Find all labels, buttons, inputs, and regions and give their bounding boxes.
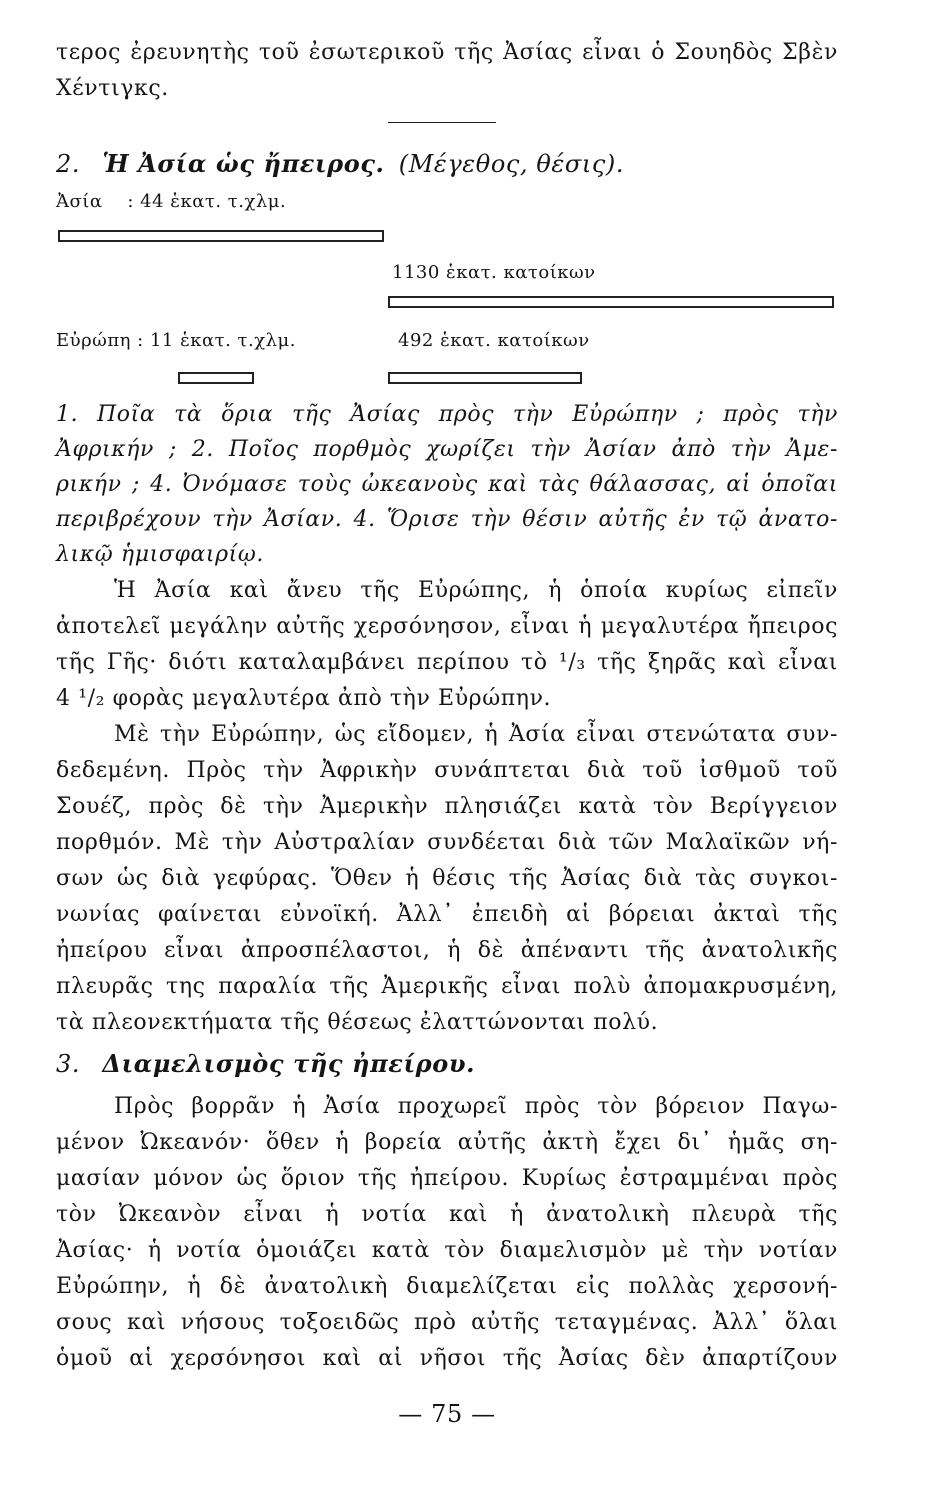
para3-line-6: Εὐρώπην, ἡ δὲ ἀνατολικὴ διαμελίζεται εἰς πολλὰς χερσονή- — [56, 1274, 838, 1299]
section-3-title: Διαμελισμὸς τῆς ἠπείρου. — [102, 1049, 476, 1078]
para3-line-7: σους καὶ νήσους τοξοειδῶς πρὸ αὐτῆς τεταγμένας. Ἀλλ᾿ ὅλαι — [56, 1310, 838, 1335]
question-line-5: λικῷ ἡμισφαιρίῳ. — [56, 542, 265, 567]
section-2-subtitle: (Μέγεθος, θέσις). — [398, 150, 625, 178]
continued-line-2: Χέντιγκς. — [56, 76, 169, 101]
section-3-number: 3. — [56, 1050, 81, 1078]
asia-population-bar — [388, 296, 834, 308]
para3-line-1: Πρὸς βορρᾶν ἡ Ἀσία προχωρεῖ πρὸς τὸν βόρειον Παγω- — [114, 1094, 838, 1119]
para2-line-9: τὰ πλεονεκτήματα τῆς θέσεως ἐλαττώνονται πολύ. — [56, 1010, 659, 1035]
para1-line-2: ἀποτελεῖ μεγάλην αὐτῆς χερσόνησον, εἶναι ἡ μεγαλυτέρα ἤπειρος — [56, 614, 838, 639]
para2-line-3: Σουέζ, πρὸς δὲ τὴν Ἀμερικὴν πλησιάζει κατὰ τὸν Βερίγγειον — [56, 794, 838, 819]
para1-line-3: τῆς Γῆς· διότι καταλαμβάνει περίπου τὸ ¹/₃ τῆς ξηρᾶς καὶ εἶναι — [56, 650, 838, 675]
para3-line-4: τὸν Ὠκεανὸν εἶναι ἡ νοτία καὶ ἡ ἀνατολικὴ πλευρὰ τῆς — [56, 1202, 838, 1227]
section-2-title: Ἡ Ἀσία ὡς ἤπειρος. — [102, 149, 385, 178]
question-line-2: Ἀφρικήν ; 2. Ποῖος πορθμὸς χωρίζει τὴν Ἀσίαν ἀπὸ τὴν Ἀμε- — [56, 437, 838, 462]
section-3-heading — [56, 1050, 838, 1079]
para3-line-2: μένον Ὠκεανόν· ὅθεν ἡ βορεία αὐτῆς ἀκτὴ ἔχει δι᾿ ἡμᾶς ση- — [56, 1130, 838, 1155]
question-line-3: ρικήν ; 4. Ὀνόμασε τοὺς ὠκεανοὺς καὶ τὰς θάλασσας, αἱ ὁποῖαι — [56, 472, 838, 497]
para2-line-6: νωνίας φαίνεται εὐνοϊκή. Ἀλλ᾿ ἐπειδὴ αἱ βόρειαι ἀκταὶ τῆς — [56, 902, 838, 927]
para2-line-2: δεδεμένη. Πρὸς τὴν Ἀφρικὴν συνάπτεται διὰ τοῦ ἰσθμοῦ τοῦ — [56, 758, 838, 783]
para2-line-7: ἠπείρου εἶναι ἀπροσπέλαστοι, ἡ δὲ ἀπέναντι τῆς ἀνατολικῆς — [56, 938, 838, 963]
question-line-4: περιβρέχουν τὴν Ἀσίαν. 4. Ὅρισε τὴν θέσιν αὐτῆς ἐν τῷ ἀνατο- — [56, 507, 838, 532]
asia-area-bar — [58, 230, 384, 242]
para1-line-4: 4 ¹/₂ φορὰς μεγαλυτέρα ἀπὸ τὴν Εὐρώπην. — [56, 686, 552, 711]
section-divider — [388, 122, 496, 123]
europe-population-bar — [388, 372, 582, 384]
section-2-number: 2. — [56, 150, 81, 178]
para2-line-4: πορθμόν. Μὲ τὴν Αὐστραλίαν συνδέεται διὰ τῶν Μαλαϊκῶν νή- — [56, 830, 838, 855]
section-2-heading — [56, 150, 838, 179]
para3-line-8: ὁμοῦ αἱ χερσόνησοι καὶ αἱ νῆσοι τῆς Ἀσίας δὲν ἀπαρτίζουν — [56, 1346, 838, 1371]
question-line-1: 1. Ποῖα τὰ ὅρια τῆς Ἀσίας πρὸς τὴν Εὐρώπην ; πρὸς τὴν — [56, 402, 838, 427]
continued-line-1: τερος ἐρευνητὴς τοῦ ἐσωτερικοῦ τῆς Ἀσίας εἶναι ὁ Σουηδὸς Σβὲν — [56, 40, 838, 65]
para3-line-3: μασίαν μόνον ὡς ὅριον τῆς ἠπείρου. Κυρίως ἐστραμμέναι πρὸς — [56, 1166, 838, 1191]
para3-line-5: Ἀσίας· ἡ νοτία ὁμοιάζει κατὰ τὸν διαμελισμὸν μὲ τὴν νοτίαν — [56, 1238, 838, 1263]
asia-area-label: Ἀσία : 44 ἑκατ. τ.χλμ. — [56, 191, 287, 212]
europe-area-label: Εὐρώπη : 11 ἑκατ. τ.χλμ. — [56, 330, 296, 351]
page-number: — 75 — — [398, 1400, 496, 1428]
para1-line-1: Ἡ Ἀσία καὶ ἄνευ τῆς Εὐρώπης, ἡ ὁποία κυρίως εἰπεῖν — [114, 578, 838, 603]
para2-line-5: σων ὡς διὰ γεφύρας. Ὅθεν ἡ θέσις τῆς Ἀσίας διὰ τὰς συγκοι- — [56, 866, 838, 891]
para2-line-8: πλευρᾶς της παραλία τῆς Ἀμερικῆς εἶναι πολὺ ἀπομακρυσμένη, — [56, 974, 838, 999]
europe-area-bar — [178, 372, 254, 384]
asia-population-label: 1130 ἑκατ. κατοίκων — [392, 262, 596, 283]
europe-population-label: 492 ἑκατ. κατοίκων — [398, 330, 590, 351]
para2-line-1: Μὲ τὴν Εὐρώπην, ὡς εἴδομεν, ἡ Ἀσία εἶναι στενώτατα συν- — [114, 722, 838, 747]
